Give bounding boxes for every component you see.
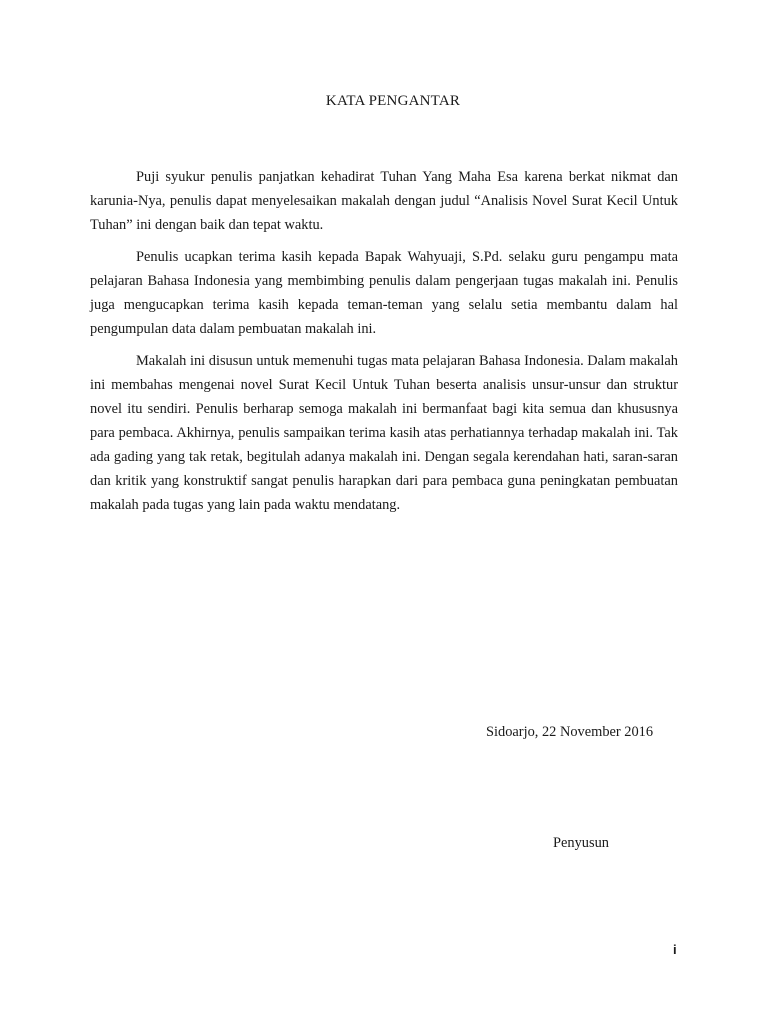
document-body: [90, 165, 678, 525]
place-date: Sidoarjo, 22 November 2016: [486, 724, 654, 740]
author-signature-label: Penyusun: [553, 835, 609, 851]
page-number: i: [673, 942, 677, 957]
paragraph-2: Penulis ucapkan terima kasih kepada Bapak Wahyuaji, S.Pd. selaku guru pengampu mata pelajaran Bahasa Indonesia yang membimbing penulis dalam pengerjaan tugas makalah ini. Penulis juga mengucapkan terima kasih kepada teman-teman yang selalu setia membantu dalam hal pengumpulan data dalam pembuatan makalah ini.: [90, 249, 678, 337]
paragraph-1: Puji syukur penulis panjatkan kehadirat Tuhan Yang Maha Esa karena berkat nikmat dan karunia-Nya, penulis dapat menyelesaikan makalah dengan judul “Analisis Novel Surat Kecil Untuk Tuhan” ini dengan baik dan tepat waktu.: [90, 169, 678, 233]
page-title: KATA PENGANTAR: [325, 93, 461, 109]
paragraph-3: Makalah ini disusun untuk memenuhi tugas mata pelajaran Bahasa Indonesia. Dalam makalah ini membahas mengenai novel Surat Kecil Untuk Tuhan beserta analisis unsur-unsur dan struktur novel itu sendiri. Penulis berharap semoga makalah ini bermanfaat bagi kita semua dan khususnya para pembaca. Akhirnya, penulis sampaikan terima kasih atas perhatiannya terhadap makalah ini. Tak ada gading yang tak retak, begitulah adanya makalah ini. Dengan segala kerendahan hati, saran-saran dan kritik yang konstruktif sangat penulis harapkan dari para pembaca guna peningkatan pembuatan makalah pada tugas yang lain pada waktu mendatang.: [90, 353, 678, 513]
